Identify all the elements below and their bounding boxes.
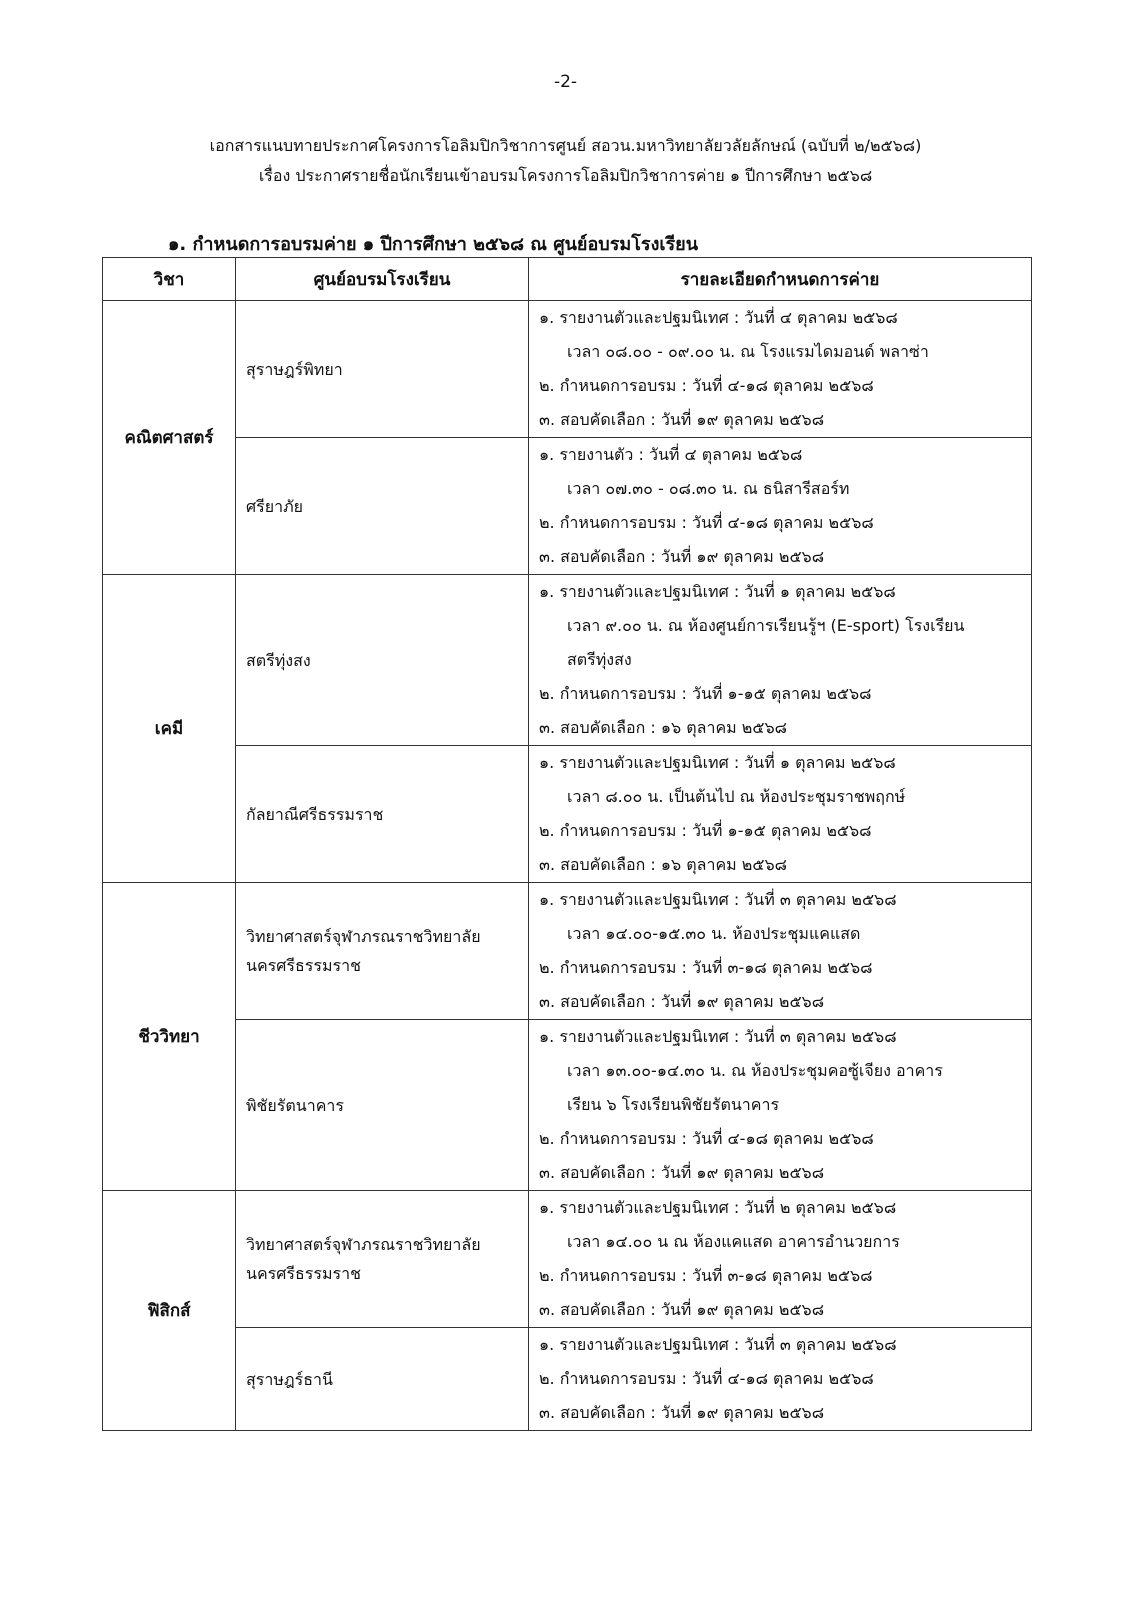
camp-schedule-table [102,257,1032,1431]
training-center-name: สตรีทุ่งสง [246,650,311,670]
schedule-detail-line: ๓. สอบคัดเลือก : วันที่ ๑๙ ตุลาคม ๒๕๖๘ [539,547,825,566]
subject-cell: คณิตศาสตร์ [103,301,236,575]
training-center-cell [236,883,529,1020]
schedule-detail-line: ๑. รายงานตัวและปฐมนิเทศ : วันที่ ๑ ตุลาคม ๒๕๖๘ [539,582,896,601]
schedule-details-cell [529,883,1032,1020]
schedule-detail-line: ๓. สอบคัดเลือก : วันที่ ๑๙ ตุลาคม ๒๕๖๘ [539,1403,825,1422]
training-center-name: นครศรีธรรมราช [246,956,361,975]
schedule-detail-line: เรียน ๖ โรงเรียนพิชัยรัตนาคาร [567,1095,780,1114]
schedule-detail-line: ๓. สอบคัดเลือก : วันที่ ๑๙ ตุลาคม ๒๕๖๘ [539,992,825,1011]
schedule-detail-line: ๑. รายงานตัว : วันที่ ๔ ตุลาคม ๒๕๖๘ [539,445,803,464]
training-center-name: กัลยาณีศรีธรรมราช [246,804,384,824]
table-body [103,301,1032,1431]
table-row [103,883,1032,1020]
schedule-detail-line: เวลา ๐๗.๓๐ - ๐๘.๓๐ น. ณ ธนิสารีสอร์ท [567,479,850,498]
schedule-detail-line: เวลา ๑๔.๐๐ น ณ ห้องแคแสด อาคารอำนวยการ [567,1232,900,1251]
page-number: -2- [553,72,578,92]
training-center-cell [236,301,529,438]
schedule-detail-line: ๒. กำหนดการอบรม : วันที่ ๓-๑๘ ตุลาคม ๒๕๖๘ [539,958,873,977]
schedule-detail-line: ๒. กำหนดการอบรม : วันที่ ๔-๑๘ ตุลาคม ๒๕๖๘ [539,1369,874,1388]
training-center-name: พิชัยรัตนาคาร [246,1095,344,1115]
schedule-details-cell [529,1328,1032,1431]
training-center-cell [236,575,529,746]
schedule-detail-line: ๓. สอบคัดเลือก : วันที่ ๑๙ ตุลาคม ๒๕๖๘ [539,410,825,429]
schedule-detail-line: ๒. กำหนดการอบรม : วันที่ ๑-๑๕ ตุลาคม ๒๕๖๘ [539,821,872,840]
training-center-name: วิทยาศาสตร์จุฬาภรณราชวิทยาลัย [246,927,481,946]
training-center-name: นครศรีธรรมราช [246,1264,361,1283]
schedule-detail-line: ๒. กำหนดการอบรม : วันที่ ๑-๑๕ ตุลาคม ๒๕๖๘ [539,684,872,703]
header-training-center: ศูนย์อบรมโรงเรียน [236,258,529,301]
schedule-detail-line: ๒. กำหนดการอบรม : วันที่ ๔-๑๘ ตุลาคม ๒๕๖๘ [539,513,874,532]
table-row [103,575,1032,746]
training-center-cell [236,746,529,883]
schedule-details-cell [529,746,1032,883]
schedule-details-cell [529,1191,1032,1328]
schedule-details-cell [529,575,1032,746]
training-center-name: สุราษฎร์ธานี [246,1369,333,1389]
table-row [103,301,1032,438]
schedule-detail-line: เวลา ๙.๐๐ น. ณ ห้องศูนย์การเรียนรู้ฯ (E-sport) โรงเรียน [567,616,965,635]
subject-cell: เคมี [103,575,236,883]
schedule-detail-line: เวลา ๘.๐๐ น. เป็นต้นไป ณ ห้องประชุมราชพฤกษ์ [567,787,906,806]
table-row [103,438,1032,575]
schedule-detail-line: ๑. รายงานตัวและปฐมนิเทศ : วันที่ ๓ ตุลาคม ๒๕๖๘ [539,1027,897,1046]
header-schedule-details: รายละเอียดกำหนดการค่าย [529,258,1032,301]
subject-cell: ชีววิทยา [103,883,236,1191]
training-center-cell [236,438,529,575]
schedule-details-cell [529,1020,1032,1191]
training-center-cell [236,1191,529,1328]
schedule-detail-line: ๑. รายงานตัวและปฐมนิเทศ : วันที่ ๔ ตุลาคม ๒๕๖๘ [539,308,898,327]
schedule-detail-line: ๒. กำหนดการอบรม : วันที่ ๔-๑๘ ตุลาคม ๒๕๖๘ [539,376,874,395]
training-center-cell [236,1328,529,1431]
schedule-detail-line: เวลา ๑๔.๐๐-๑๕.๓๐ น. ห้องประชุมแคแสด [567,924,861,943]
schedule-details-cell [529,301,1032,438]
training-center-name: วิทยาศาสตร์จุฬาภรณราชวิทยาลัย [246,1235,481,1254]
schedule-detail-line: ๓. สอบคัดเลือก : วันที่ ๑๙ ตุลาคม ๒๕๖๘ [539,1163,825,1182]
table-row [103,1328,1032,1431]
schedule-detail-line: ๑. รายงานตัวและปฐมนิเทศ : วันที่ ๓ ตุลาคม ๒๕๖๘ [539,1335,897,1354]
schedule-detail-line: ๓. สอบคัดเลือก : ๑๖ ตุลาคม ๒๕๖๘ [539,718,787,737]
schedule-detail-line: ๒. กำหนดการอบรม : วันที่ ๔-๑๘ ตุลาคม ๒๕๖๘ [539,1129,874,1148]
schedule-detail-line: ๑. รายงานตัวและปฐมนิเทศ : วันที่ ๑ ตุลาคม ๒๕๖๘ [539,753,896,772]
table-row [103,746,1032,883]
schedule-detail-line: ๓. สอบคัดเลือก : วันที่ ๑๙ ตุลาคม ๒๕๖๘ [539,1300,825,1319]
table-row [103,1191,1032,1328]
header-subject: วิชา [103,258,236,301]
schedule-detail-line: เวลา ๐๘.๐๐ - ๐๙.๐๐ น. ณ โรงแรมไดมอนด์ พลาซ่า [567,342,929,361]
announcement-title-line-2: เรื่อง ประกาศรายชื่อนักเรียนเข้าอบรมโครงการโอลิมปิกวิชาการค่าย ๑ ปีการศึกษา ๒๕๖๘ [258,166,873,185]
table-header-row [103,258,1032,301]
schedule-detail-line: ๒. กำหนดการอบรม : วันที่ ๓-๑๘ ตุลาคม ๒๕๖๘ [539,1266,873,1285]
training-center-name: ศรียาภัย [246,496,304,516]
section-heading: ๑. กำหนดการอบรมค่าย ๑ ปีการศึกษา ๒๕๖๘ ณ ศูนย์อบรมโรงเรียน [168,234,699,255]
schedule-detail-line: เวลา ๑๓.๐๐-๑๔.๓๐ น. ณ ห้องประชุมคอซู้เจียง อาคาร [567,1061,943,1080]
schedule-detail-line: ๑. รายงานตัวและปฐมนิเทศ : วันที่ ๒ ตุลาคม ๒๕๖๘ [539,1198,897,1217]
subject-cell: ฟิสิกส์ [103,1191,236,1431]
training-center-cell [236,1020,529,1191]
training-center-name: สุราษฎร์พิทยา [246,359,343,379]
table-row [103,1020,1032,1191]
schedule-details-cell [529,438,1032,575]
schedule-detail-line: สตรีทุ่งสง [567,650,632,669]
announcement-title-line-1: เอกสารแนบทายประกาศโครงการโอลิมปิกวิชาการศูนย์ สอวน.มหาวิทยาลัยวลัยลักษณ์ (ฉบับที่ ๒/๒๕๖๘) [209,136,922,155]
schedule-detail-line: ๑. รายงานตัวและปฐมนิเทศ : วันที่ ๓ ตุลาคม ๒๕๖๘ [539,890,897,909]
schedule-detail-line: ๓. สอบคัดเลือก : ๑๖ ตุลาคม ๒๕๖๘ [539,855,787,874]
